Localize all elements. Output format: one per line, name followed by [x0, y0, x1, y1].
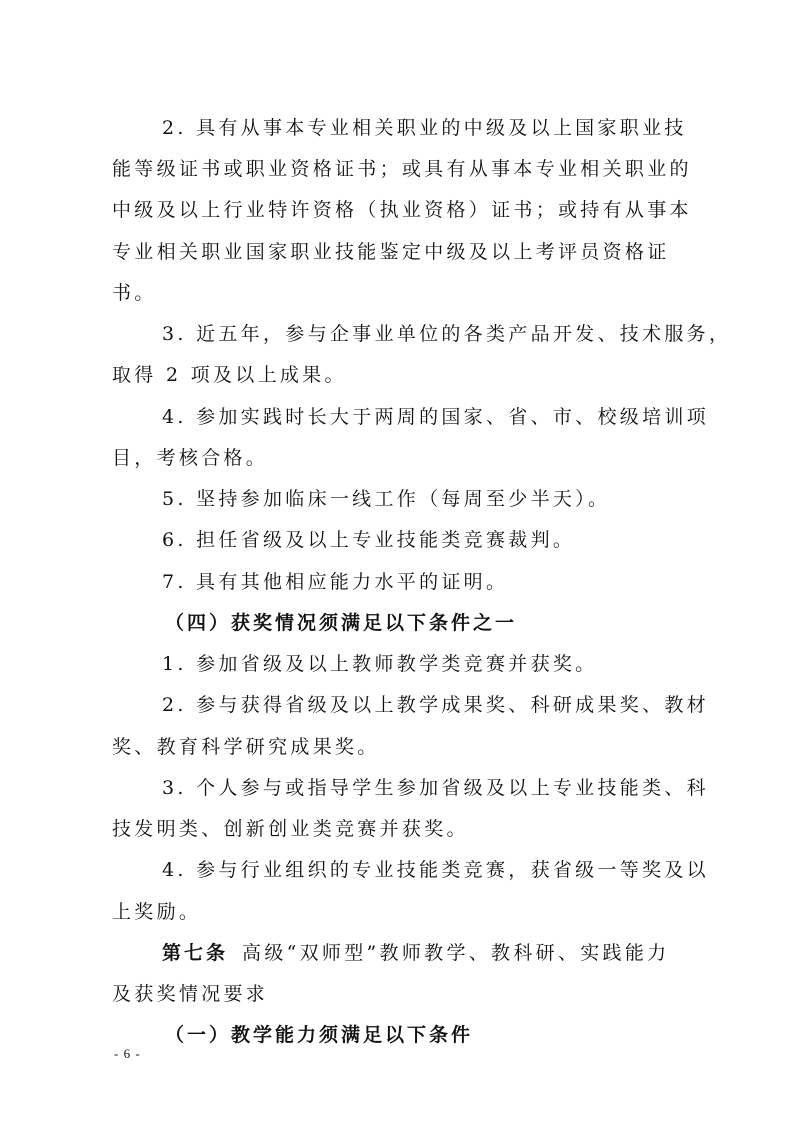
- paragraph-line: 2. 参与获得省级及以上教学成果奖、科研成果奖、教材: [162, 694, 709, 716]
- paragraph-line: 4. 参加实践时长大于两周的国家、省、市、校级培训项: [162, 406, 709, 428]
- paragraph-line: 技发明类、创新创业类竞赛并获奖。: [112, 818, 469, 840]
- paragraph-line: 目，考核合格。: [112, 447, 269, 469]
- paragraph-line: 7. 具有其他相应能力水平的证明。: [162, 571, 509, 593]
- paragraph-line: 能等级证书或职业资格证书；或具有从事本专业相关职业的: [112, 158, 692, 180]
- paragraph-line: 中级及以上行业特许资格（执业资格）证书；或持有从事本: [112, 199, 692, 221]
- article-line: [162, 941, 669, 965]
- article-title: 高级“双师型”教师教学、教科研、实践能力: [242, 942, 670, 964]
- paragraph-line: 1. 参加省级及以上教师教学类竞赛并获奖。: [162, 653, 598, 675]
- paragraph-line: 2. 具有从事本专业相关职业的中级及以上国家职业技: [162, 117, 687, 139]
- section-heading: （一）教学能力须满足以下条件: [165, 1024, 474, 1046]
- paragraph-line: 4. 参与行业组织的专业技能类竞赛，获省级一等奖及以: [162, 859, 709, 881]
- paragraph-line: 书。: [112, 282, 157, 304]
- paragraph-line: 取得 2 项及以上成果。: [112, 364, 347, 386]
- paragraph-line: 专业相关职业国家职业技能鉴定中级及以上考评员资格证: [112, 241, 670, 263]
- paragraph-line: 5. 坚持参加临床一线工作（每周至少半天）。: [162, 488, 611, 510]
- paragraph-line: 及获奖情况要求: [112, 983, 269, 1005]
- paragraph-line: 6. 担任省级及以上专业技能类竞赛裁判。: [162, 529, 576, 551]
- paragraph-line: 3. 个人参与或指导学生参加省级及以上专业技能类、科: [162, 777, 709, 799]
- paragraph-line: 3. 近五年，参与企事业单位的各类产品开发、技术服务，: [162, 323, 732, 345]
- page-number: - 6 -: [114, 1046, 141, 1061]
- paragraph-line: 奖、教育科学研究成果奖。: [112, 736, 380, 758]
- article-number: 第七条: [162, 942, 229, 964]
- section-heading: （四）获奖情况须满足以下条件之一: [165, 612, 518, 634]
- paragraph-line: 上奖励。: [112, 901, 202, 923]
